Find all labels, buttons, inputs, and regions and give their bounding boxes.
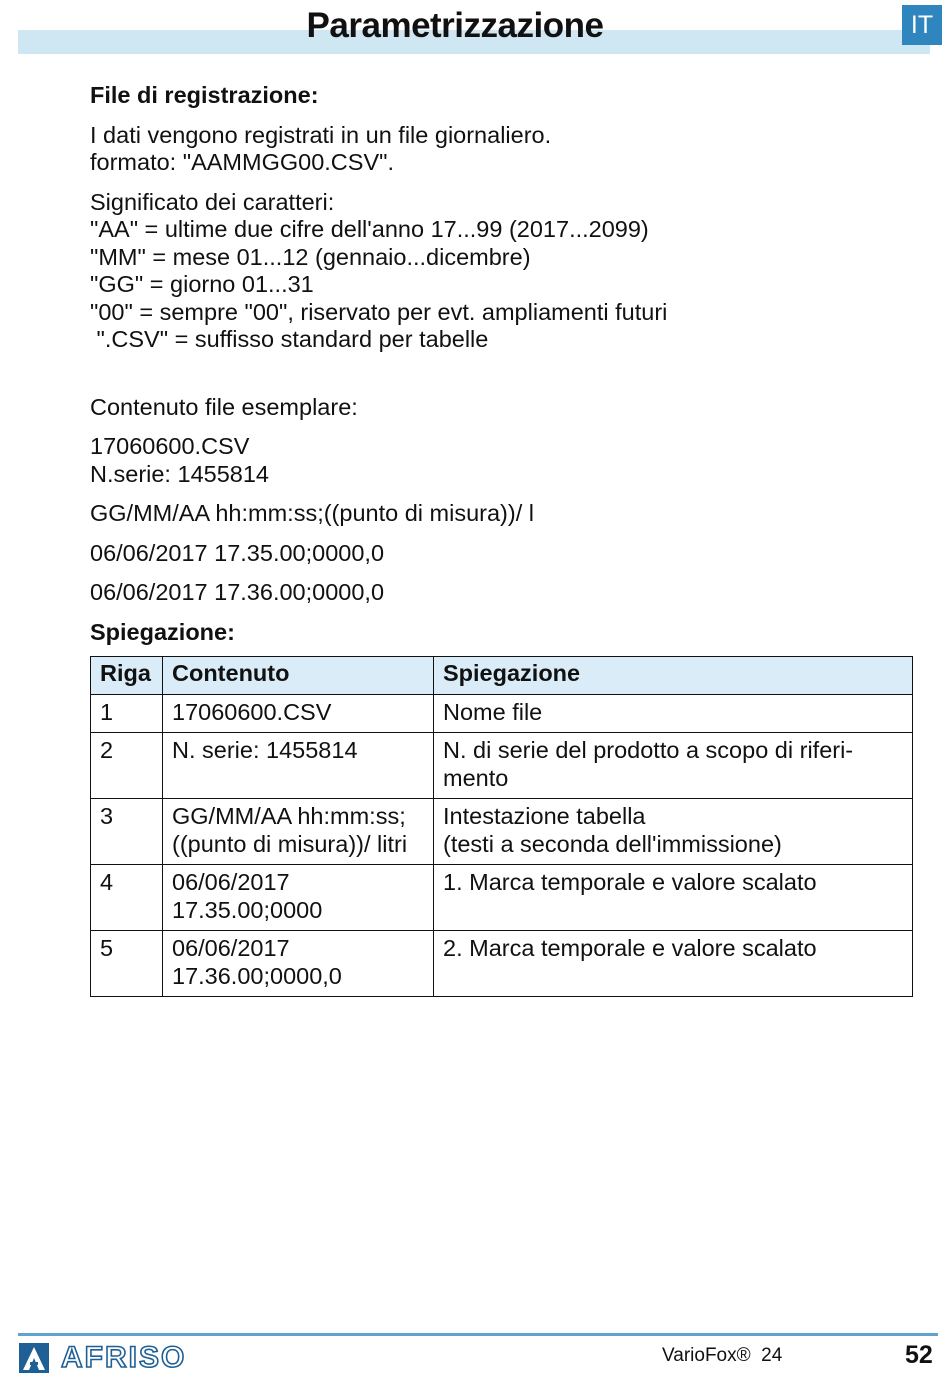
cell-riga: 5 (91, 931, 163, 997)
main-content (90, 82, 920, 646)
table-row (91, 865, 913, 931)
column-header-riga: Riga (91, 657, 163, 695)
example-serial: N.serie: 1455814 (90, 460, 269, 487)
meaning-month: "MM" = mese 01...12 (gennaio...dicembre) (90, 243, 531, 270)
cell-riga: 3 (91, 799, 163, 865)
column-header-contenuto: Contenuto (163, 657, 434, 695)
cell-contenuto: 06/06/2017 17.35.00;0000 (163, 865, 434, 931)
cell-riga: 4 (91, 865, 163, 931)
cell-contenuto: N. serie: 1455814 (163, 733, 434, 799)
example-file (90, 433, 920, 488)
example-label: Contenuto file esemplare: (90, 393, 358, 420)
table-row (91, 733, 913, 799)
cell-riga: 2 (91, 733, 163, 799)
page-number: 52 (905, 1341, 933, 1369)
cell-spiegazione: N. di serie del prodotto a scopo di riferi- mento (434, 733, 913, 799)
example-header: GG/MM/AA hh:mm:ss;((punto di misura))/ l (90, 500, 534, 526)
table-row (91, 931, 913, 997)
meaning-suffix: ".CSV" = suffisso standard per tabelle (90, 326, 489, 352)
cell-contenuto: 17060600.CSV (163, 694, 434, 733)
meaning-paragraph (90, 189, 920, 354)
explanation-table (90, 656, 913, 997)
afriso-logo (19, 1343, 186, 1373)
example-row: 06/06/2017 17.35.00;0000,0 (90, 539, 385, 566)
language-badge: IT (902, 5, 942, 45)
footer-divider (18, 1333, 938, 1336)
cell-spiegazione: Intestazione tabella (testi a seconda dell'immissione) (434, 799, 913, 865)
table-body (91, 694, 913, 997)
meaning-reserved: "00" = sempre "00", riservato per evt. ampliamenti futuri (90, 298, 668, 325)
meaning-year: "AA" = ultime due cifre dell'anno 17...99 (2017...2099) (90, 216, 649, 242)
table-row (91, 799, 913, 865)
section-heading: File di registrazione: (90, 82, 319, 108)
cell-contenuto: 06/06/2017 17.36.00;0000,0 (163, 931, 434, 997)
explain-heading: Spiegazione: (90, 618, 235, 645)
cell-riga: 1 (91, 694, 163, 733)
example-filename: 17060600.CSV (90, 433, 250, 459)
table-row (91, 694, 913, 733)
cell-spiegazione: 2. Marca temporale e valore scalato (434, 931, 913, 997)
cell-contenuto: GG/MM/AA hh:mm:ss; ((punto di misura))/ litri (163, 799, 434, 865)
table-header-row (91, 657, 913, 695)
product-name: VarioFox® 24 (662, 1345, 783, 1366)
format-line: formato: "AAMMGG00.CSV". (90, 149, 394, 175)
column-header-spiegazione: Spiegazione (434, 657, 913, 695)
afriso-mark-icon (19, 1343, 49, 1373)
page-title: Parametrizzazione (306, 6, 604, 45)
meaning-title: Significato dei caratteri: (90, 188, 335, 215)
intro-paragraph (90, 122, 920, 177)
cell-spiegazione: 1. Marca temporale e valore scalato (434, 865, 913, 931)
meaning-day: "GG" = giorno 01...31 (90, 271, 314, 297)
example-row: 06/06/2017 17.36.00;0000,0 (90, 579, 385, 605)
logo-text: AFRISO (61, 1341, 187, 1374)
cell-spiegazione: Nome file (434, 694, 913, 733)
intro-line: I dati vengono registrati in un file giornaliero. (90, 121, 552, 148)
